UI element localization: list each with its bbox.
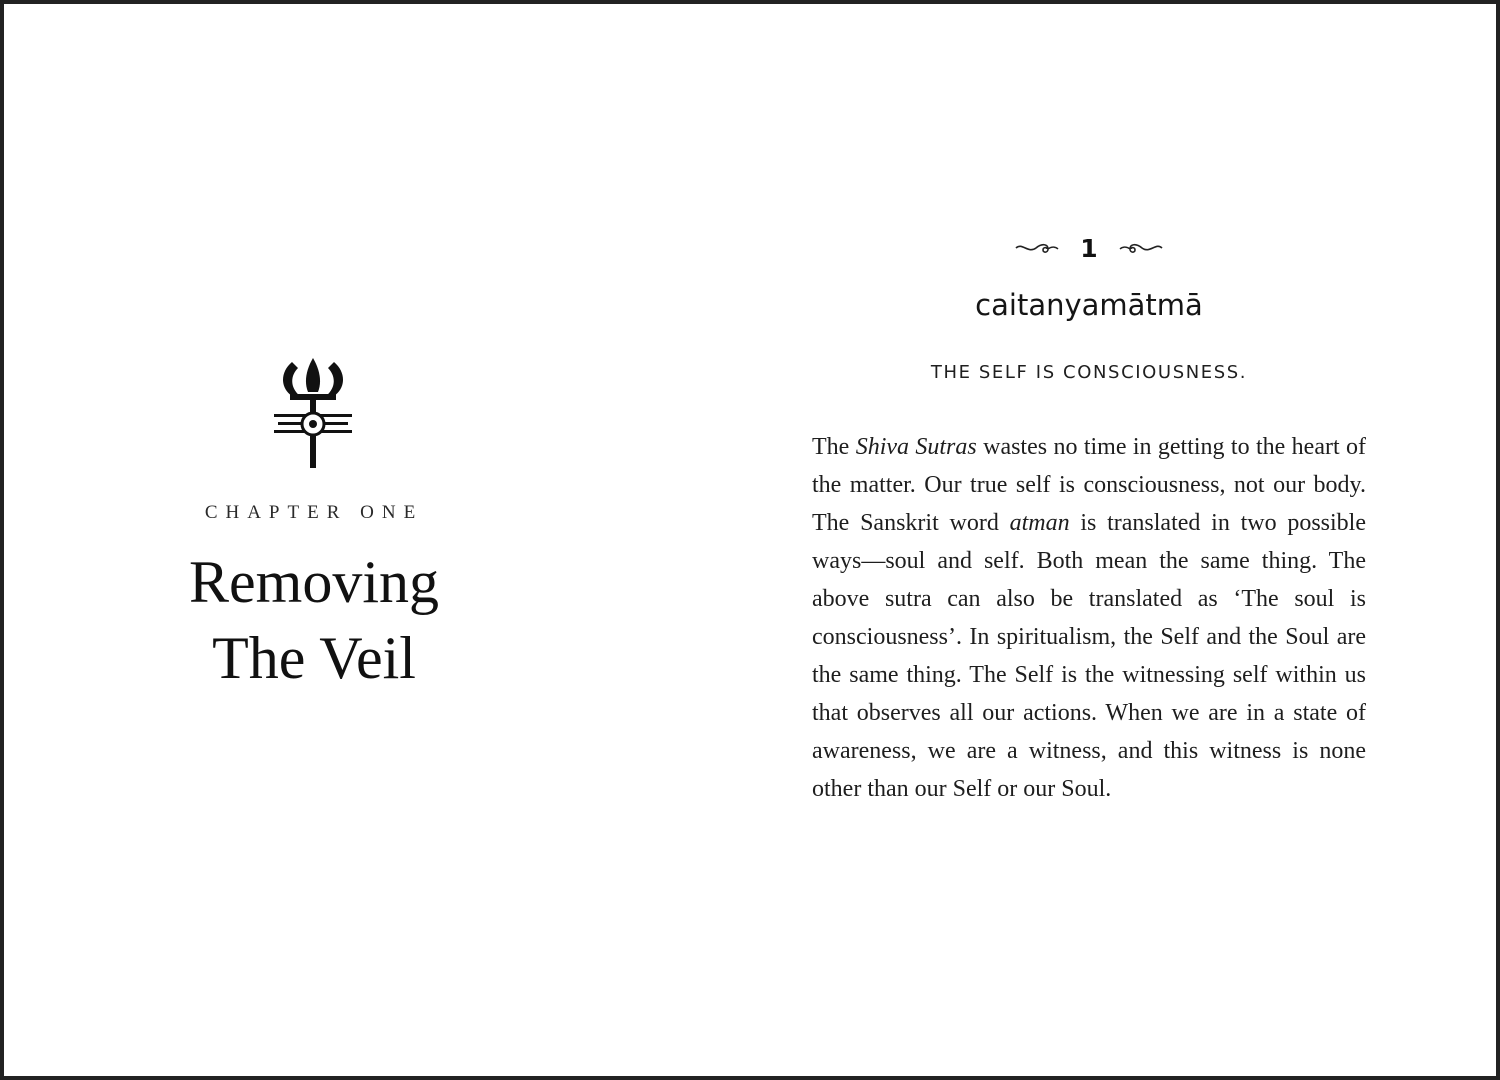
term-italic: atman (1009, 510, 1070, 536)
sutra-number: 1 (1080, 233, 1098, 263)
sutra-sanskrit: caitanyamātmā (975, 288, 1203, 322)
body-text-run: wastes no time in getting to the heart of the matter. Our true self is consciousness, not our body. The Sanskrit word (812, 434, 1366, 536)
chapter-label: CHAPTER ONE (204, 502, 424, 523)
commentary-paragraph (812, 428, 1366, 808)
body-text-run: The (812, 434, 856, 460)
book-title-italic: Shiva Sutras (855, 434, 977, 460)
sutra-translation: THE SELF IS CONSCIOUSNESS. (930, 362, 1248, 383)
scroll-flourish-icon (1118, 238, 1164, 258)
right-page (624, 4, 1500, 1076)
scroll-flourish-icon (1014, 238, 1060, 258)
trident-icon (270, 356, 356, 470)
chapter-title-line-2: The Veil (212, 625, 416, 691)
body-text-run: is translated in two possible ways—soul and self. Both mean the same thing. The above sutra can also be translated as ‘The soul is consciousness’. In spiritualism, the Self and the Soul are the same thing. The Self is the witnessing self within us that observes all our actions. When we are in a state of awareness, we are a witness, and this witness is none other than our Self or our Soul. (812, 510, 1366, 802)
left-page (4, 4, 624, 1076)
sutra-heading (1004, 228, 1174, 268)
chapter-title (4, 544, 624, 696)
chapter-title-line-1: Removing (189, 549, 439, 615)
